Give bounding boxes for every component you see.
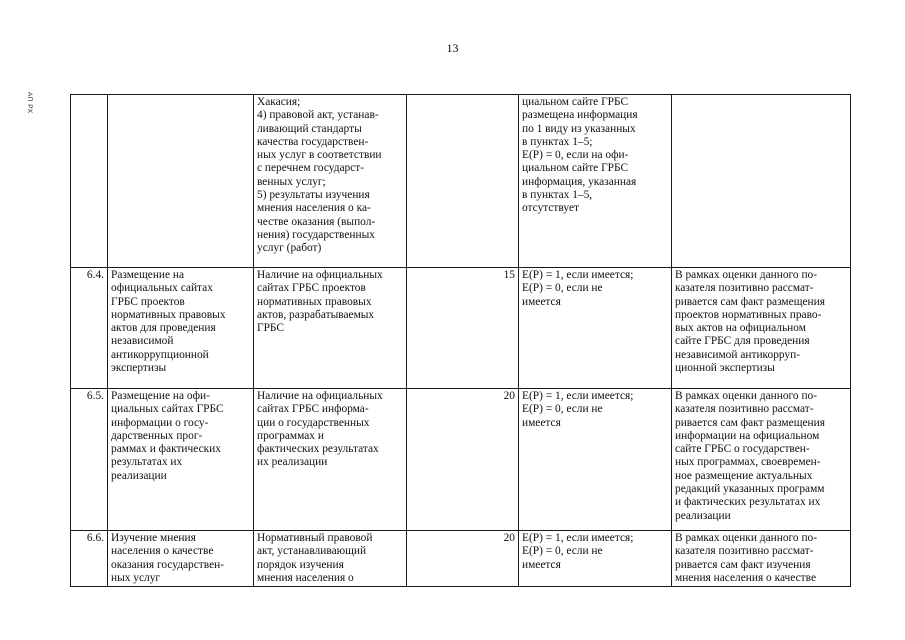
comment-line: ное размещение актуальных: [675, 469, 813, 482]
criterion-number: 6.6.: [86, 532, 104, 544]
formula-line: циальном сайте ГРБС: [522, 162, 629, 175]
cell-criterion-name: [108, 95, 254, 268]
formula-line: размещена информация: [522, 109, 638, 122]
criterion-name-line: раммах и фактических: [111, 443, 221, 456]
document-description-line: фактических результатах: [257, 443, 379, 456]
document-description-line: с перечнем государст-: [257, 162, 365, 175]
comment-line: В рамках оценки данного по-: [675, 269, 818, 281]
cell-number: [71, 389, 108, 531]
formula-line: имеется: [522, 416, 561, 429]
formula-line: E(P) = 1, если имеется;: [522, 269, 634, 281]
formula-line: E(P) = 0, если не: [522, 403, 603, 416]
comment-line: ных программах, своевремен-: [675, 456, 821, 469]
cell-number: [71, 268, 108, 389]
formula-line: информация, указанная: [522, 175, 637, 188]
cell-supporting-document: [254, 531, 407, 587]
cell-number: [71, 531, 108, 587]
criterion-name-line: Размещение на: [111, 269, 185, 281]
table-row: [71, 531, 851, 587]
cell-comment: [672, 95, 851, 268]
comment-line: мнения населения о качестве: [675, 571, 817, 584]
document-description-line: 4) правовой акт, устанав-: [257, 109, 379, 122]
document-description-line: сайтах ГРБС проектов: [257, 282, 366, 295]
comment-line: ривается сам факт размещения: [675, 416, 825, 429]
weight-value: 20: [503, 532, 515, 544]
comment-line: реализации: [675, 509, 731, 522]
document-description-line: сайтах ГРБС информа-: [257, 403, 369, 416]
cell-supporting-document: [254, 95, 407, 268]
comment-line: казателя позитивно рассмат-: [675, 403, 814, 416]
formula-line: по 1 виду из указанных: [522, 122, 636, 135]
criterion-name-line: официальных сайтах: [111, 282, 213, 295]
comment-line: ционной экспертизы: [675, 362, 775, 375]
comment-line: В рамках оценки данного по-: [675, 390, 818, 402]
comment-line: сайте ГРБС для проведения: [675, 335, 810, 348]
cell-weight: [407, 95, 519, 268]
table-row: [71, 95, 851, 268]
criteria-table: [70, 94, 851, 587]
cell-criterion-name: [108, 268, 254, 389]
criterion-name-line: циальных сайтах ГРБС: [111, 403, 224, 416]
table-row: [71, 389, 851, 531]
side-stamp-label: АП РХ: [26, 92, 33, 114]
criterion-name-line: населения о качестве: [111, 545, 214, 558]
weight-value: 20: [503, 390, 515, 402]
cell-formula: [519, 531, 672, 587]
cell-formula: [519, 389, 672, 531]
criterion-name-line: Размещение на офи-: [111, 390, 210, 402]
criterion-name-line: информации о госу-: [111, 416, 209, 429]
document-description-line: услуг (работ): [257, 242, 322, 255]
document-description-line: нения) государственных: [257, 228, 375, 241]
criteria-table-body: [71, 95, 851, 587]
comment-line: казателя позитивно рассмат-: [675, 545, 814, 558]
cell-weight: [407, 268, 519, 389]
cell-formula: [519, 268, 672, 389]
cell-comment: [672, 389, 851, 531]
cell-comment: [672, 268, 851, 389]
comment-line: сайте ГРБС о государствен-: [675, 443, 810, 456]
comment-line: и фактических результатах их: [675, 496, 821, 509]
page-number: 13: [446, 41, 459, 55]
formula-line: E(P) = 0, если не: [522, 545, 603, 558]
formula-line: E(P) = 0, если не: [522, 282, 603, 295]
comment-line: ривается сам факт изучения: [675, 558, 811, 571]
criterion-name-line: дарственных прог-: [111, 429, 203, 442]
criterion-name-line: оказания государствен-: [111, 558, 225, 571]
cell-formula: [519, 95, 672, 268]
formula-line: отсутствует: [522, 202, 579, 215]
document-description-line: нормативных правовых: [257, 295, 372, 308]
document-description-line: Нормативный правовой: [257, 532, 373, 544]
criterion-name-line: реализации: [111, 469, 167, 482]
comment-line: редакций указанных программ: [675, 483, 825, 496]
comment-line: вых актов на официальном: [675, 322, 806, 335]
comment-line: проектов нормативных право-: [675, 308, 822, 321]
document-description-line: честве оказания (выпол-: [257, 215, 376, 228]
criterion-number: 6.4.: [86, 269, 104, 281]
comment-line: ривается сам факт размещения: [675, 295, 825, 308]
comment-line: независимой антикорруп-: [675, 348, 801, 361]
cell-comment: [672, 531, 851, 587]
document-description-line: качества государствен-: [257, 135, 369, 148]
cell-number: [71, 95, 108, 268]
cell-supporting-document: [254, 268, 407, 389]
criterion-name-line: экспертизы: [111, 362, 167, 375]
cell-supporting-document: [254, 389, 407, 531]
table-row: [71, 268, 851, 389]
document-description-line: актов, разрабатываемых: [257, 308, 375, 321]
formula-line: в пунктах 1–5,: [522, 189, 593, 202]
formula-line: в пунктах 1–5;: [522, 135, 593, 148]
document-description-line: венных услуг;: [257, 175, 326, 188]
document-description-line: 5) результаты изучения: [257, 189, 370, 202]
criterion-name-line: актов для проведения: [111, 322, 216, 335]
criterion-name-line: ных услуг: [111, 571, 161, 584]
document-description-line: Наличие на официальных: [257, 390, 383, 402]
document-description-line: Наличие на официальных: [257, 269, 383, 281]
document-description-line: ливающий стандарты: [257, 122, 362, 135]
formula-line: E(P) = 1, если имеется;: [522, 390, 634, 402]
cell-criterion-name: [108, 531, 254, 587]
formula-line: E(P) = 1, если имеется;: [522, 532, 634, 544]
criterion-name-line: антикоррупционной: [111, 348, 209, 361]
document-description-line: ных услуг в соответствии: [257, 149, 382, 162]
cell-weight: [407, 389, 519, 531]
cell-weight: [407, 531, 519, 587]
formula-line: E(P) = 0, если на офи-: [522, 149, 629, 162]
formula-line: циальном сайте ГРБС: [522, 96, 629, 108]
comment-line: информации на официальном: [675, 429, 820, 442]
weight-value: 15: [503, 269, 515, 281]
document-description-line: порядок изучения: [257, 558, 344, 571]
document-description-line: ции о государственных: [257, 416, 370, 429]
document-description-line: Хакасия;: [257, 96, 301, 108]
criterion-name-line: результатах их: [111, 456, 183, 469]
criterion-name-line: Изучение мнения: [111, 532, 196, 544]
document-description-line: программах и: [257, 429, 324, 442]
document-description-line: ГРБС: [257, 322, 284, 335]
formula-line: имеется: [522, 558, 561, 571]
criterion-name-line: нормативных правовых: [111, 308, 226, 321]
document-description-line: мнения населения о: [257, 571, 354, 584]
document-description-line: акт, устанавливающий: [257, 545, 367, 558]
comment-line: казателя позитивно рассмат-: [675, 282, 814, 295]
criterion-name-line: независимой: [111, 335, 174, 348]
criterion-name-line: ГРБС проектов: [111, 295, 185, 308]
formula-line: имеется: [522, 295, 561, 308]
document-description-line: мнения населения о ка-: [257, 202, 371, 215]
cell-criterion-name: [108, 389, 254, 531]
document-description-line: их реализации: [257, 456, 328, 469]
comment-line: В рамках оценки данного по-: [675, 532, 818, 544]
criterion-number: 6.5.: [86, 390, 104, 402]
